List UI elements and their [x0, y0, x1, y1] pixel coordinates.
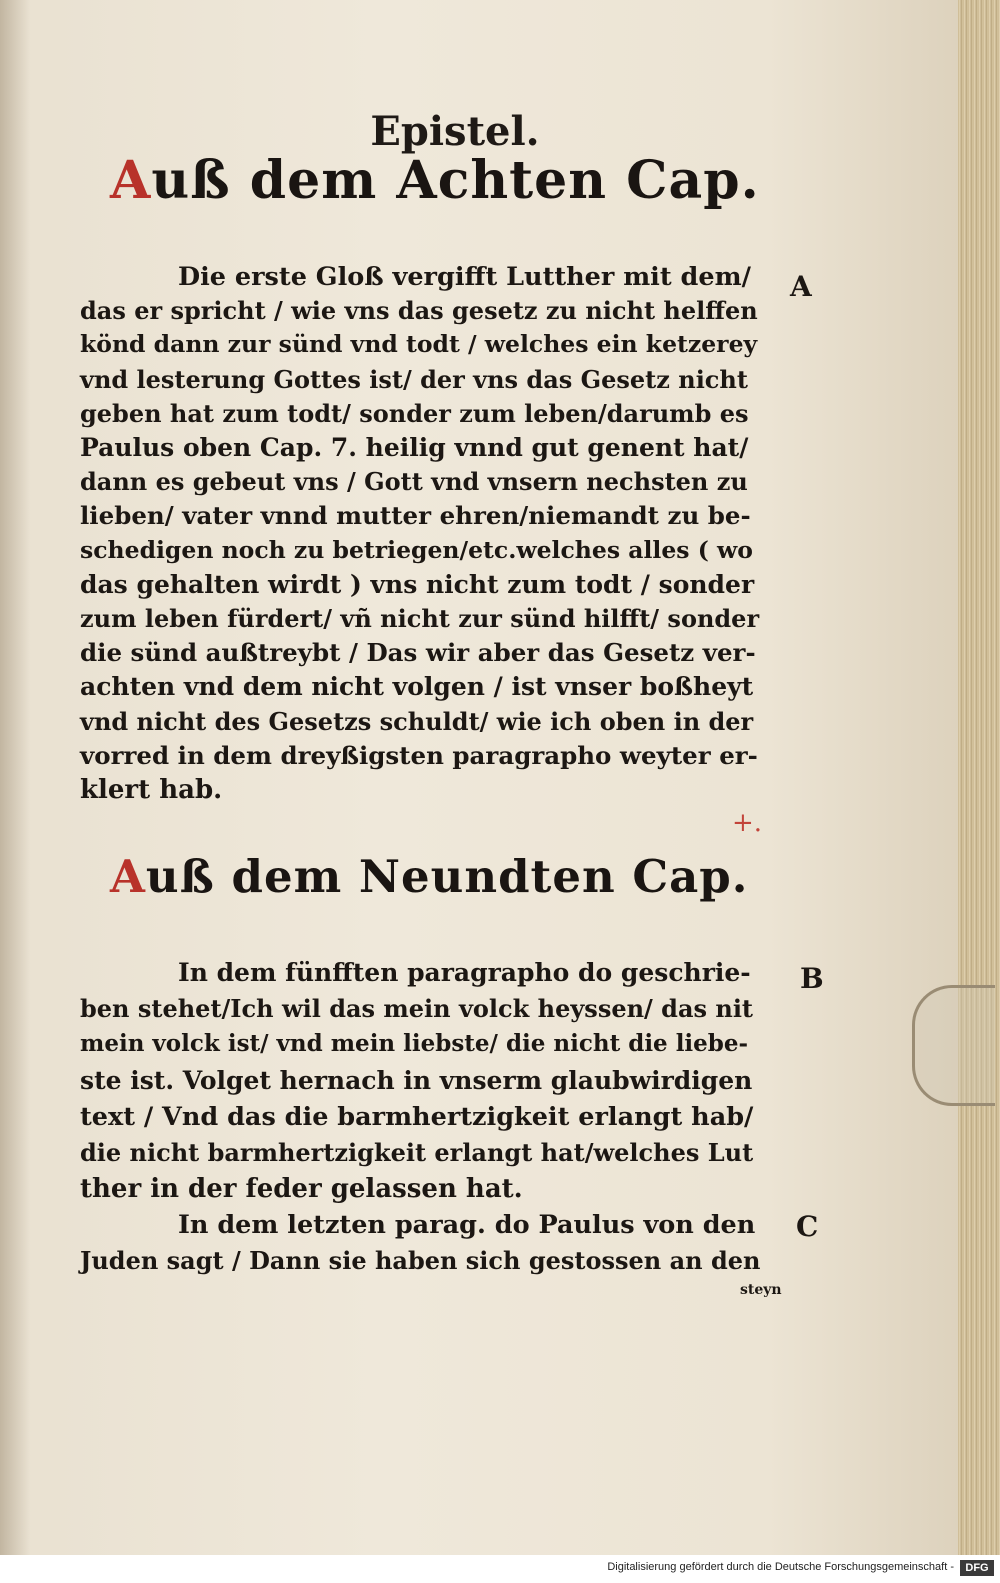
text-line: Paulus oben Cap. 7. heilig vnnd gut genent hat/: [80, 433, 749, 462]
margin-letter-b: B: [800, 962, 824, 995]
footer-bar: [0, 1555, 1000, 1583]
chapter-8-initial: A: [110, 150, 152, 211]
text-line: die nicht barmhertzigkeit erlangt hat/welches Lut: [80, 1138, 754, 1167]
text-line: In dem fünfften paragrapho do geschrie-: [178, 958, 751, 987]
text-line: Die erste Gloß vergifft Lutther mit dem/: [178, 262, 751, 292]
text-line: vorred in dem dreyßigsten paragrapho weyter er-: [80, 740, 758, 770]
text-line: das er spricht / wie vns das gesetz zu nicht helffen: [80, 296, 758, 326]
text-line: ther in der feder gelassen hat.: [80, 1174, 523, 1204]
chapter-8-title-text: uß dem Achten Cap.: [151, 150, 760, 211]
chapter-9-title-text: uß dem Neundten Cap.: [145, 850, 749, 903]
text-line: ben stehet/Ich wil das mein volck heyssen/ das nit: [80, 994, 754, 1023]
text-line: zum leben fürdert/ vñ nicht zur sünd hilfft/ sonder: [80, 604, 760, 633]
text-line: geben hat zum todt/ sonder zum leben/darumb es: [80, 398, 749, 428]
page-clip: [912, 985, 995, 1106]
margin-letter-c: C: [796, 1210, 819, 1243]
text-line: klert hab.: [80, 775, 223, 805]
chapter-9-title: [110, 850, 760, 903]
text-line: steyn: [740, 1282, 782, 1298]
text-line: dann es gebeut vns / Gott vnd vnsern nechsten zu: [80, 467, 748, 497]
text-line: schedigen noch zu betriegen/etc.welches alles ( wo: [80, 535, 753, 564]
text-line: In dem letzten parag. do Paulus von den: [178, 1210, 756, 1240]
text-line: könd dann zur sünd vnd todt / welches ein ketzerey: [80, 330, 758, 359]
text-line: vnd lesterung Gottes ist/ der vns das Gesetz nicht: [80, 364, 748, 394]
running-header: Epistel.: [370, 108, 540, 155]
text-line: achten vnd dem nicht volgen / ist vnser boßheyt: [80, 672, 754, 702]
page-edges: [958, 0, 1000, 1555]
funding-credit: Digitalisierung gefördert durch die Deutsche Forschungsgemeinschaft -: [607, 1561, 954, 1573]
dfg-logo: DFG: [960, 1560, 994, 1576]
text-line: text / Vnd das die barmhertzigkeit erlangt hab/: [80, 1102, 754, 1132]
gutter-shadow: [0, 0, 30, 1555]
chapter-9-initial: A: [110, 850, 146, 903]
text-line: ste ist. Volget hernach in vnserm glaubwirdigen: [80, 1066, 753, 1095]
text-line: Juden sagt / Dann sie haben sich gestossen an den: [80, 1246, 761, 1275]
chapter-8-title: [110, 150, 760, 211]
text-line: vnd nicht des Gesetzs schuldt/ wie ich oben in der: [80, 706, 754, 736]
text-line: mein volck ist/ vnd mein liebste/ die nicht die liebe-: [80, 1030, 749, 1057]
red-mark: +.: [732, 808, 763, 838]
text-line: die sünd außtreybt / Das wir aber das Gesetz ver-: [80, 638, 756, 668]
text-line: das gehalten wirdt ) vns nicht zum todt / sonder: [80, 569, 755, 599]
margin-letter-a: A: [790, 270, 812, 303]
text-line: lieben/ vater vnnd mutter ehren/niemandt zu be-: [80, 501, 751, 531]
